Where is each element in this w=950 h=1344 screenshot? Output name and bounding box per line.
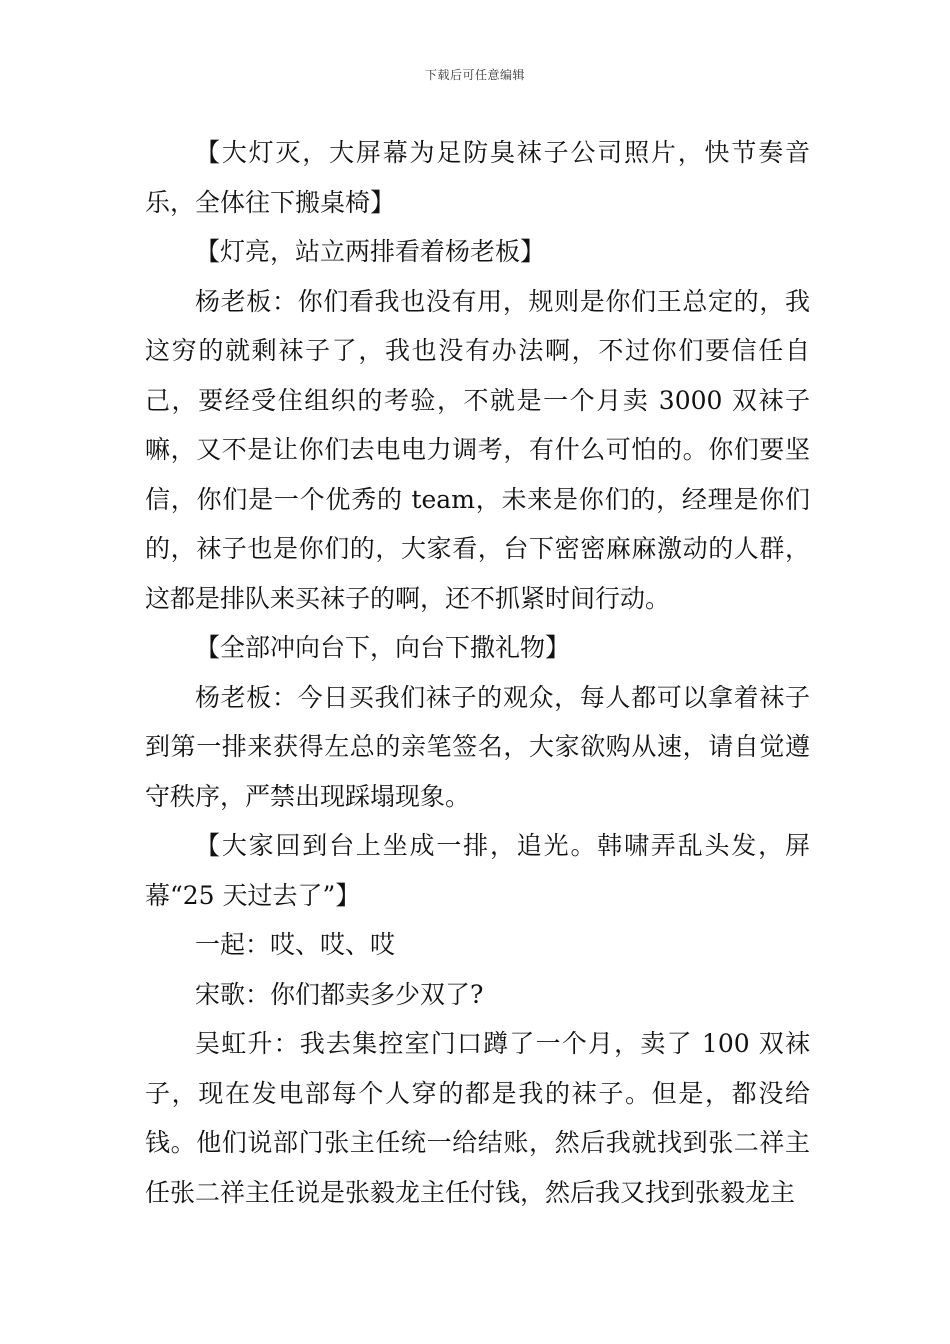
document-body (145, 128, 810, 1217)
stage-direction-rush-offstage: 【全部冲向台下，向台下撒礼物】 (195, 633, 571, 662)
dialogue-together: 一起：哎、哎、哎 (195, 930, 396, 959)
dialogue-boss-yang-1: 杨老板：你们看我也没有用，规则是你们王总定的，我这穷的就剩袜子了，我也没有办法啊，不过你们要信任自己，要经受住组织的考验，不就是一个月卖 3000 双袜子嘛，又不是让你们去电电力调考，有什么可怕的。你们要坚信，你们是一个优秀的 team，未来是你们的，经理是你们的，袜子也是你们的，大家看，台下密密麻麻激动的人群，这都是排队来买袜子的啊，还不抓紧时间行动。 (145, 286, 810, 613)
stage-direction-return: 【大家回到台上坐成一排，追光。韩啸弄乱头发，屏幕“25 天过去了”】 (145, 831, 810, 910)
stage-direction-lights-on: 【灯亮，站立两排看着杨老板】 (195, 237, 546, 266)
dialogue-song-ge: 宋歌：你们都卖多少双了? (195, 979, 484, 1009)
dialogue-wu-hongsheng: 吴虹升：我去集控室门口蹲了一个月，卖了 100 双袜子，现在发电部每个人穿的都是我的袜子。但是，都没给钱。他们说部门张主任统一给结账，然后我就找到张二祥主任张二祥主任说是张毅龙主任付钱，然后我又找到张毅龙主 (145, 1029, 810, 1207)
stage-direction-lights-off: 【大灯灭，大屏幕为足防臭袜子公司照片，快节奏音乐，全体往下搬桌椅】 (145, 138, 810, 217)
dialogue-boss-yang-2: 杨老板：今日买我们袜子的观众，每人都可以拿着袜子到第一排来获得左总的亲笔签名，大家欲购从速，请自觉遵守秩序，严禁出现踩塌现象。 (145, 682, 810, 811)
page-header-note: 下载后可任意编辑 (424, 68, 525, 82)
